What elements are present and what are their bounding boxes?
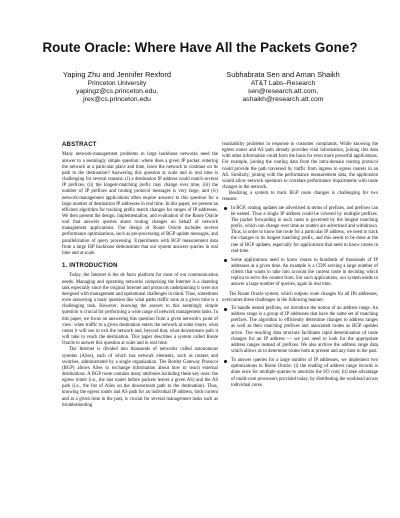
list-item-text: To answer queries for a large number of IP addresses, we implement two optimizations to Route Oracle: (i) the reading of address range records is done once for multiple queries to amortize the I/O cost; (ii) take advantage of multi-core processors provided today, by distributing the workload across individual cores. [231,358,378,388]
bullet-icon [224,360,227,363]
solution-list [222,306,378,389]
author-names: Subhabrata Sen and Aman Shaikh [226,70,340,79]
right-column [222,142,378,392]
body-paragraph: reachability problems in response to customer complaints. While knowing the egress router and AS path already provides vital information, joining this data with other information could form the basis for even more powerful applications. For example, joining the routing data from the intra-domain routing protocol could provide the path traversed by traffic from ingress to egress routers in an AS. Similarly, joining with the performance measurement data, the application would allow network operators to correlate performance impairments with route changes in the network. [222,142,378,191]
left-column [62,142,218,409]
intro-paragraph: The Internet is divided into thousands of networks called autonomous systems (ASes), each of which has network elements, such as routers and switches, administrated by a single organization. The Border Gateway Protocol (BGP) allows ASes to exchange information about how to reach external destinations. A BGP route contains many attributes including these key ones: the egress router (i.e., the last router before packets leaves a given AS) and the AS path (i.e., the list of ASes on the downstream path to the destination). Thus, knowing the egress router and AS path for an individual IP address, both current and at a given time in the past, is crucial for several management tasks such as troubleshooting [62,347,218,408]
bullet-icon [224,308,227,311]
author-block-right [193,71,373,104]
body-paragraph: The Route Oracle system, which outputs route changes for all IPs addresses, overcomes these challenges in the following manner: [222,291,378,303]
bullet-icon [224,259,227,262]
author-email: jrex@cs.princeton.edu [83,96,151,104]
author-block-left [27,71,207,104]
author-names: Yaping Zhu and Jennifer Rexford [63,70,171,79]
abstract-text: Many network-management problems in large backbone networks need the answer to a seemingly simple question: where does a given IP packet, entering the network at a particular place and time, leave the network to continue on its path to the destination? Answering this question at scale and in real time is challenging for several reasons: (i) a destination IP address could match several IP prefixes, (ii) the longest-matching prefix may change over time, (iii) the number of IP prefixes and routing protocol messages is very large, and (iv) network-management applications often require answers to this question for a large number of destination IP addresses in real time. In this paper, we present an efficient algorithm for tracking prefix match changes for ranges of IP addresses. We then present the design, implementation, and evaluation of the Route Oracle tool that answers queries about routing changes on behalf of network management applications. Our design of Route Oracle includes several performance optimizations, such as pre-processing of BGP update messages, and parallelization of query processing. Experiments with BGP measurement data from a large ISP backbone demonstrate that our system answers queries in real time and at scale. [62,152,218,256]
author-affiliation: AT&T Labs–Research [250,79,316,87]
challenge-list [222,206,378,289]
list-item [222,306,378,355]
intro-heading: 1. INTRODUCTION [62,263,118,270]
author-affiliation: Princeton University [87,79,147,87]
list-item [222,258,378,289]
author-email: yapingz@cs.princeton.edu, [75,88,159,96]
list-item-text: Some applications need to know routes to hundreds of thousands of IP addresses at a given time. An example is a CDN serving a large number of clients that wants to take into account the current route in deciding which replica to serve the content from. For such applications, our system needs to answer a large number of queries, again in real time. [231,257,378,288]
intro-paragraph: Today, the Internet is the de facto platform for most of our communication needs. Managing and operating networks comprising the Internet is a daunting task especially since the original Internet and protocols underpinning it were not designed with management and operational challenges in mind. Thus, sometimes even answering a basic question like what paths traffic took at a given time is a challenging task. However, knowing the answer to this seemingly simple question is crucial for performing a wide range of network management tasks. In this paper, we focus on answering this question from a given network's point of view: when traffic to a given destination enters the network at some router, what router it will use to exit the network and, beyond that, what downstream path it will take to reach the destination. This paper describes a system called Route Oracle to answer this question at scale and in real time. [62,273,218,347]
bullet-icon [224,207,227,210]
list-item-text: To handle nested prefixes, we introduce the notion of an address range. An address range is a group of IP addresses that have the same set of matching prefixes. The algorithm to efficiently determine changes to address ranges as well as their matching prefixes and associated routes as BGP updates arrive. The resulting data structure facilitates rapid determination of route changes for an IP address — we just need to look for the appropriate address ranges instead of prefixes. We also archive the address range data which allows us to determine routes both at present and any time in the past. [231,305,378,354]
list-item-text: In BGP, routing updates are advertised in terms of prefixes, and prefixes can be nested. Thus a single IP address could be covered by multiple prefixes. The packet forwarding in such cases is governed by the longest matching prefix, which can change over time as routers are advertised and withdrawn. Thus, in order to know the route for a particular IP address, we need to track the changes to its longest matching prefix, and this needs to be done at the rate of BGP updates, especially for applications that need to know routes in real-time. [231,205,378,254]
paper-title: Route Oracle: Where Have All the Packets Gone? [42,40,358,55]
author-email: sen@research.att.com, [247,88,319,96]
author-email: ashaikh@research.att.com [242,96,324,104]
body-paragraph: Realizing a system to track BGP route changes is challenging for two reasons: [222,191,378,203]
list-item [222,358,378,389]
abstract-heading: ABSTRACT [62,142,97,148]
list-item [222,206,378,255]
